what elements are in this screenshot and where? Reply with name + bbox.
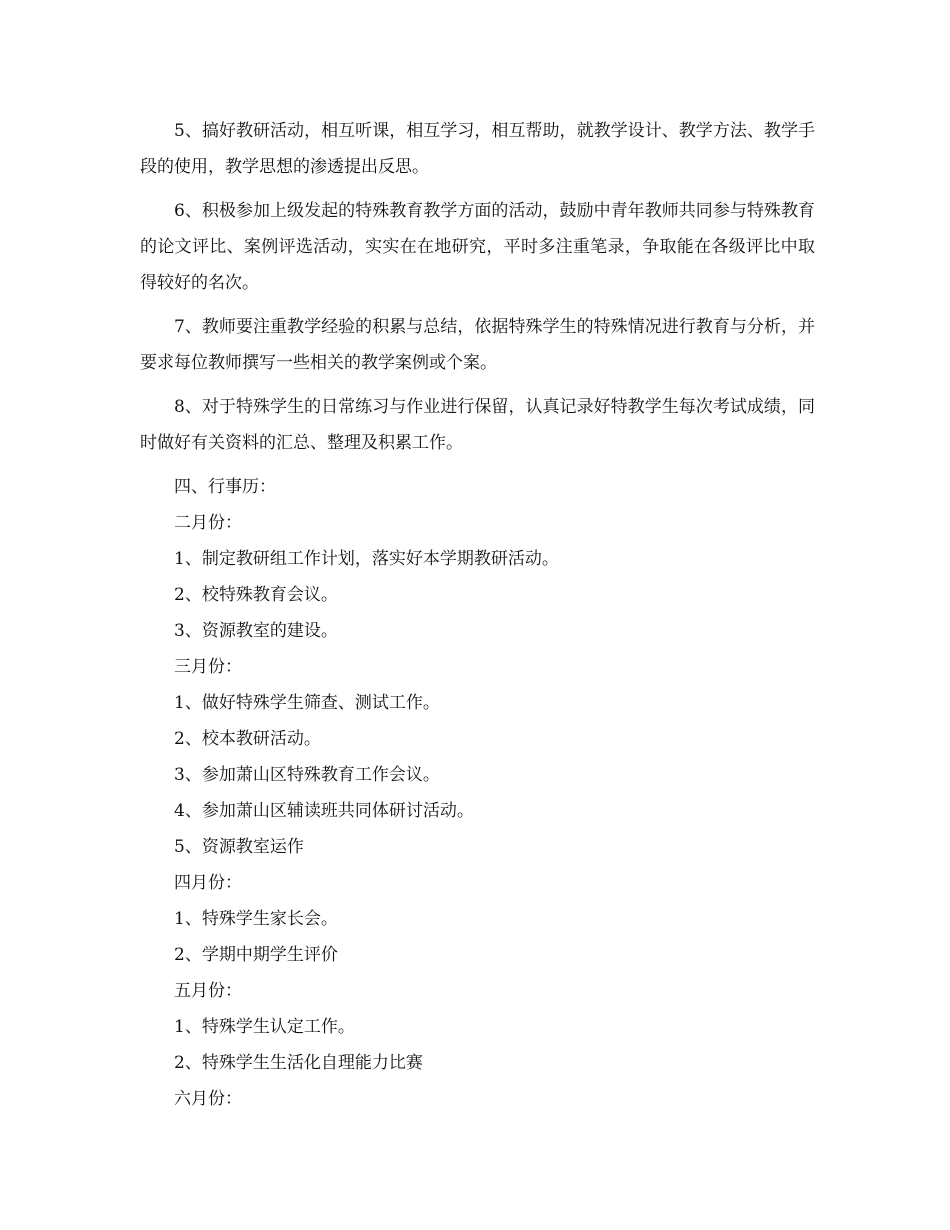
calendar-heading: 四、行事历： — [174, 477, 276, 497]
document-body — [140, 113, 815, 1117]
list-item: 2、校本教研活动。 — [174, 729, 321, 749]
paragraph-item-6: 6、积极参加上级发起的特殊教育教学方面的活动，鼓励中青年教师共同参与特殊教育的论文评比、案例评选活动，实实在在地研究，平时多注重笔录，争取能在各级评比中取得较好的名次。 — [140, 201, 815, 293]
month-label-may: 五月份： — [174, 981, 242, 1001]
list-item: 3、参加萧山区特殊教育工作会议。 — [174, 765, 440, 785]
list-item: 4、参加萧山区辅读班共同体研讨活动。 — [174, 801, 474, 821]
month-label-mar: 三月份： — [174, 657, 242, 677]
list-item: 5、资源教室运作 — [174, 837, 304, 857]
list-item: 1、特殊学生认定工作。 — [174, 1017, 355, 1037]
paragraph-item-5: 5、搞好教研活动，相互听课，相互学习，相互帮助，就教学设计、教学方法、教学手段的使用，教学思想的渗透提出反思。 — [140, 121, 815, 177]
list-item: 2、学期中期学生评价 — [174, 945, 338, 965]
list-item: 2、特殊学生生活化自理能力比赛 — [174, 1053, 423, 1073]
list-item: 1、制定教研组工作计划，落实好本学期教研活动。 — [174, 549, 559, 569]
month-label-feb: 二月份： — [174, 513, 242, 533]
paragraph-item-7: 7、教师要注重教学经验的积累与总结，依据特殊学生的特殊情况进行教育与分析，并要求每位教师撰写一些相关的教学案例或个案。 — [140, 317, 815, 373]
list-item: 1、特殊学生家长会。 — [174, 909, 338, 929]
list-item: 2、校特殊教育会议。 — [174, 585, 338, 605]
paragraph-item-8: 8、对于特殊学生的日常练习与作业进行保留，认真记录好特教学生每次考试成绩，同时做好有关资料的汇总、整理及积累工作。 — [140, 397, 815, 453]
list-item: 1、做好特殊学生筛查、测试工作。 — [174, 693, 440, 713]
list-item: 3、资源教室的建设。 — [174, 621, 338, 641]
month-label-apr: 四月份： — [174, 873, 242, 893]
month-label-jun: 六月份： — [174, 1089, 242, 1109]
